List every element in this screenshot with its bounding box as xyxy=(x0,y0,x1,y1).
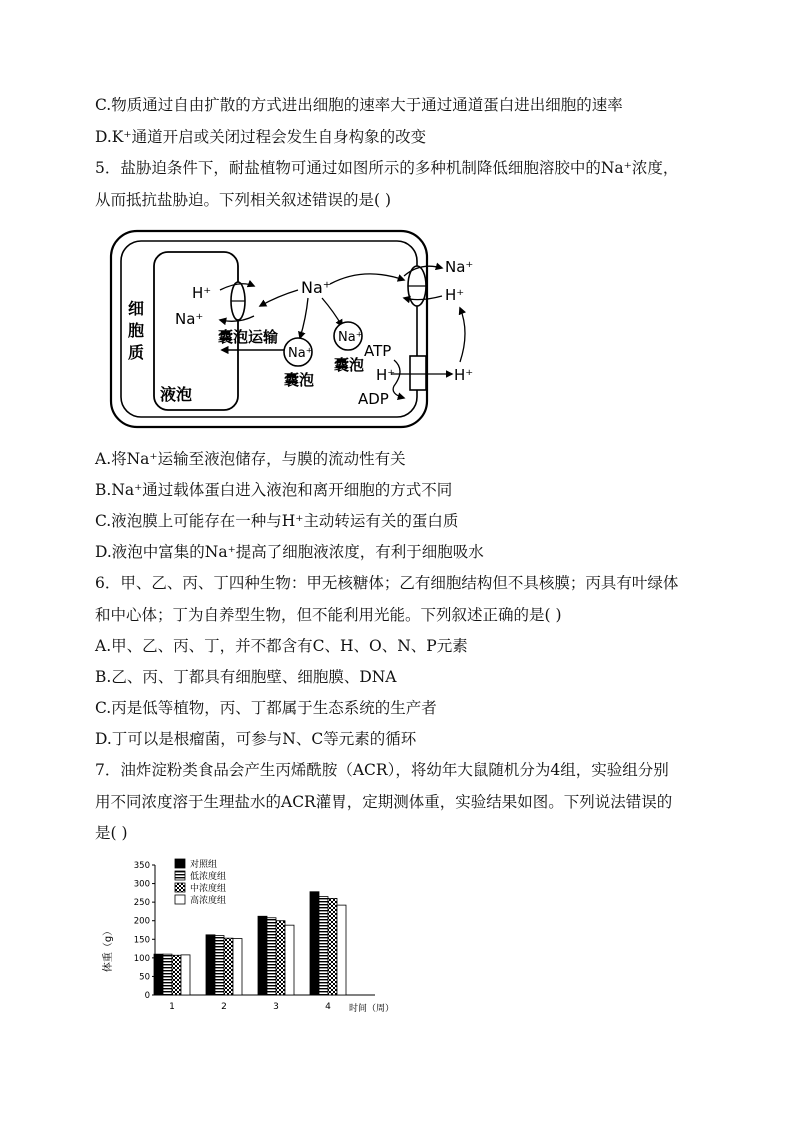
legend-label: 低浓度组 xyxy=(190,872,227,882)
h-right-label: H⁺ xyxy=(445,286,465,304)
q5-option-d: D.液泡中富集的Na⁺提高了细胞液浓度，有利于细胞吸水 xyxy=(95,543,484,561)
bar xyxy=(267,918,276,995)
q5-stem-line2: 从而抵抗盐胁迫。下列相关叙述错误的是( ) xyxy=(95,191,392,209)
x-axis-label: 时间（周） xyxy=(349,1004,395,1014)
bar xyxy=(258,916,267,995)
bar xyxy=(276,921,285,995)
legend-swatch xyxy=(175,859,185,868)
vesicle-b-na: Na⁺ xyxy=(338,330,363,345)
vesicle-a-na: Na⁺ xyxy=(288,346,313,361)
na-left-label: Na⁺ xyxy=(175,310,204,328)
bar xyxy=(163,954,172,995)
q6-stem-line1: 6．甲、乙、丙、丁四种生物：甲无核糖体；乙有细胞结构但不具核膜；丙具有叶绿体 xyxy=(95,574,679,592)
vacuole-label: 液泡 xyxy=(160,385,193,404)
q5-stem-line1: 5．盐胁迫条件下，耐盐植物可通过如图所示的多种机制降低细胞溶胶中的Na⁺浓度， xyxy=(95,159,679,177)
q6-option-d: D.丁可以是根瘤菌，可参与N、C等元素的循环 xyxy=(95,730,417,748)
q7-stem-line3: 是( ) xyxy=(95,824,128,842)
na-right-label: Na⁺ xyxy=(445,258,474,276)
legend-label: 中浓度组 xyxy=(190,884,227,894)
proton-pump xyxy=(410,356,426,390)
cytoplasm-label-2: 胞 xyxy=(128,321,145,340)
salt-stress-cell-diagram xyxy=(108,228,498,432)
q4-option-c: C.物质通过自由扩散的方式进出细胞的速率大于通过通道蛋白进出细胞的速率 xyxy=(95,96,623,114)
bar xyxy=(319,897,328,995)
q4-option-d: D.K⁺通道开启或关闭过程会发生自身构象的改变 xyxy=(95,128,427,146)
h-left-label: H⁺ xyxy=(192,284,212,302)
legend-swatch xyxy=(175,895,185,904)
q5-option-c: C.液泡膜上可能存在一种与H⁺主动转运有关的蛋白质 xyxy=(95,512,459,530)
bar xyxy=(206,935,215,995)
q6-option-b: B.乙、丙、丁都具有细胞壁、细胞膜、DNA xyxy=(95,668,397,686)
na-center-label: Na⁺ xyxy=(301,278,332,297)
y-tick-label: 50 xyxy=(139,972,150,983)
q7-stem-line1: 7．油炸淀粉类食品会产生丙烯酰胺（ACR），将幼年大鼠随机分为4组，实验组分别 xyxy=(95,761,669,779)
vesicle-b-label: 囊泡 xyxy=(334,356,365,374)
bar xyxy=(181,955,190,995)
adp-label: ADP xyxy=(358,390,389,408)
q5-option-a: A.将Na⁺运输至液泡储存，与膜的流动性有关 xyxy=(95,450,406,468)
bar xyxy=(310,892,319,995)
legend-swatch xyxy=(175,883,185,892)
bar xyxy=(328,898,337,995)
bar xyxy=(215,936,224,995)
atp-label: ATP xyxy=(364,342,392,360)
x-tick-label: 1 xyxy=(169,1002,175,1012)
bar xyxy=(154,954,163,995)
bar xyxy=(233,939,242,995)
x-tick-label: 3 xyxy=(273,1002,279,1012)
h-pump-out-label: H⁺ xyxy=(454,366,474,384)
y-tick-label: 0 xyxy=(144,991,150,1001)
vesicle-a-label: 囊泡 xyxy=(284,371,315,389)
q6-stem-line2: 和中心体；丁为自养型生物，但不能利用光能。下列叙述正确的是( ) xyxy=(95,606,562,624)
legend-swatch xyxy=(175,871,185,880)
bar xyxy=(224,938,233,995)
q5-option-b: B.Na⁺通过载体蛋白进入液泡和离开细胞的方式不同 xyxy=(95,481,453,499)
x-tick-label: 2 xyxy=(221,1002,227,1012)
y-tick-label: 250 xyxy=(133,898,150,909)
y-tick-label: 350 xyxy=(133,861,150,871)
vesicle-transport-label: 囊泡运输 xyxy=(218,328,279,346)
q6-option-a: A.甲、乙、丙、丁，并不都含有C、H、O、N、P元素 xyxy=(95,637,468,655)
y-tick-label: 150 xyxy=(133,935,150,946)
bar xyxy=(172,955,181,995)
legend-label: 高浓度组 xyxy=(190,896,227,906)
bar xyxy=(337,905,346,995)
cytoplasm-label-3: 质 xyxy=(128,343,145,362)
h-pump-in-label: H⁺ xyxy=(376,366,396,384)
q7-stem-line2: 用不同浓度溶于生理盐水的ACR灌胃，定期测体重，实验结果如图。下列说法错误的 xyxy=(95,793,673,811)
cytoplasm-label-1: 细 xyxy=(128,299,145,318)
y-tick-label: 300 xyxy=(133,879,150,890)
acr-body-weight-chart xyxy=(95,853,415,1023)
y-axis-label: 体重（g） xyxy=(103,925,114,973)
bar xyxy=(285,925,294,995)
legend-label: 对照组 xyxy=(190,860,218,870)
q6-option-c: C.丙是低等植物，丙、丁都属于生态系统的生产者 xyxy=(95,699,437,717)
x-tick-label: 4 xyxy=(325,1002,331,1012)
y-tick-label: 200 xyxy=(133,916,150,927)
y-tick-label: 100 xyxy=(133,953,150,964)
